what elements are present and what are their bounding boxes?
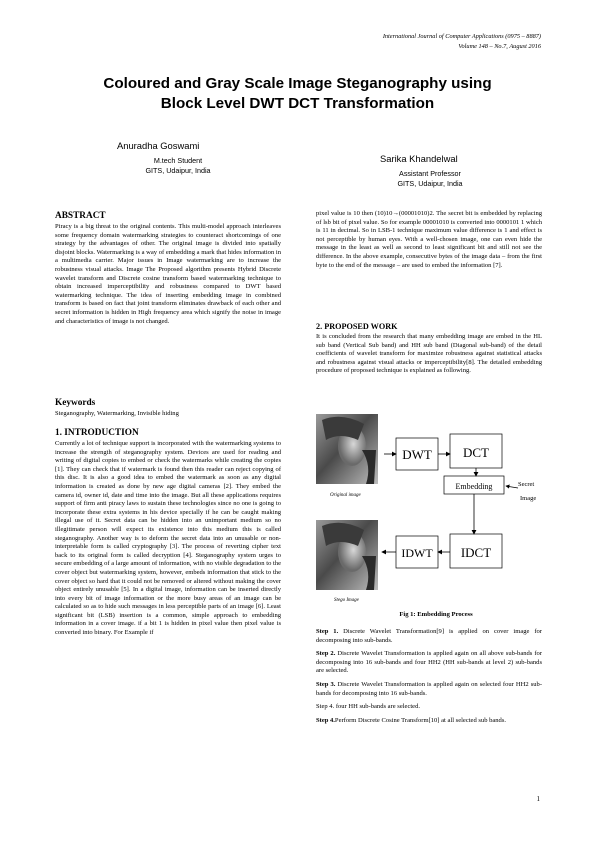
author-2-role: Assistant Professor <box>399 169 461 178</box>
secret-image-label: Image <box>520 495 537 502</box>
abstract-heading: ABSTRACT <box>55 211 106 221</box>
author-1-name: Anuradha Goswami <box>117 140 200 151</box>
lsb-continuation <box>316 210 542 270</box>
step-3-label: Step 3. <box>316 680 336 688</box>
step-5-text: Perform Discrete Cosine Transform[10] at all selected sub bands. <box>334 716 507 724</box>
introduction-text: Currently a lot of technique support is incorporated with the watermarking systems to increase the strength of steganography system. Devices are used for reading and writing of digital copies to embed or check the watermarks while creating the copies [1]. They can check that if watermark is found then this reader can reject copying of this disc. It is also a good idea to embed the watermark as soon as any digital information is created as done by new age digital cameras [2]. They embed the camera id, owner id, date and time into the image. But all these applications requires support of firm anti piracy laws to sustain these technologies since no one is going to incorporate these extra systems in his device specially if he can be caught making illegal use of it. Secret data can be hidden into an unimportant medium so no illegitimate person will expect its existence into this medium this is called steganography. Another way is to deform the secret data into an unusable or non-interpretable form is called cryptography [3]. The process of reverting cipher text back to its original form is called decryption [4]. Steganography system urges to secure embedding of a large amount of information, with no visible degradation to the cover object but watermarking system, however, embeds information that stick to the cover object so hard that it could not be removed or altered without making the cover object entirely unusable [5]. In a digital image, information can be inserted directly into every bit of image information or the more busy areas of an image can be calculated so as to hide such messages in less perceptible parts of an image [6]. Least significant bit (LSB) insertion is a common, simple approach to embedding information in a cover image. if a bit 1 is hidden in pixel value then pixel value is converted into binary. For Example if <box>55 440 281 637</box>
title-line-2: Block Level DWT DCT Transformation <box>160 95 435 112</box>
journal-header <box>383 32 541 52</box>
idct-label: IDCT <box>460 545 492 560</box>
step-3-text: Discrete Wavelet Transformation is applied again on selected four HH2 sub-bands for decomposing into 16 sub-bands. <box>316 680 542 697</box>
introduction-body <box>55 440 281 638</box>
author-2-name: Sarika Khandelwal <box>380 153 458 164</box>
stego-image-label: Stego Image <box>334 598 359 603</box>
steps-list <box>316 628 542 725</box>
embedding-process-figure <box>312 410 552 610</box>
abstract-body <box>55 223 281 326</box>
dct-label: DCT <box>463 445 489 460</box>
original-image-label: Original image <box>330 493 361 498</box>
proposed-work-heading: 2. PROPOSED WORK <box>316 322 398 331</box>
step-1-label: Step 1. <box>316 628 339 635</box>
proposed-work-body <box>316 333 542 376</box>
introduction-heading: 1. INTRODUCTION <box>55 428 139 438</box>
step-4 <box>316 703 542 712</box>
dwt-label: DWT <box>402 447 432 462</box>
step-3 <box>316 681 542 698</box>
author-1-role: M.tech Student <box>153 156 203 165</box>
embedding-label: Embedding <box>455 482 493 491</box>
abstract-text: Piracy is a big threat to the original contents. This multi-model approach interleaves some frequency domain watermarking strategies to counteract shortcomings of one strategy by the advantages of other. The original image is divided into spatially disjoint blocks. Watermarking is a way of embedding a mark that hides information in a multimedia carrier. Major issues in Image watermarking are to increase the robustness visual attacks. Image The Proposed algorithm presents Hybrid Discrete wavelet transform and Discrete cosine transform based watermarking technique to obtain increased imperceptibility and robustness compared to DWT based watermarking technique. The idea of inserting embedding image in combined transform is based on fact that joint transform eliminates drawback of each other and secret information is hidden in High frequency area which signify the noise in image and characteristics of image is not changed. <box>55 223 281 325</box>
secret-label: Secret <box>518 481 535 488</box>
keywords-heading: Keywords <box>55 398 96 408</box>
stego-image-thumbnail <box>316 520 378 590</box>
page-number: 1 <box>536 795 540 803</box>
step-2-label: Step 2. <box>316 650 336 658</box>
title-line-1: Coloured and Gray Scale Image Steganography using <box>103 75 492 92</box>
author-2-affiliation: GITS, Udaipur, India <box>397 179 463 188</box>
journal-volume: Volume 148 – No.7, August 2016 <box>458 43 541 50</box>
lsb-continuation-text: pixel value is 10 then (10)10→(00001010)2. The secret bit is embedded by replacing of lsb bit of pixel value. So for example 00001010 is converted into 0000101 1 which is 11 in decimal. So in LSB-1 technique maximum value difference is 1 and effect is not perceptible by human eyes. With a well-chosen image, one can even hide the message in the least as well as second to least significant bit and still not see the difference. In the above example, consecutive bytes of the image data – from the first byte to the end of the message – are used to embed the information [7]. <box>316 210 542 269</box>
step-1-text: Discrete Wavelet Transformation[9] is applied on cover image for decomposing into sub-bands. <box>316 628 542 644</box>
keywords-body <box>55 410 281 419</box>
step-2 <box>316 650 542 676</box>
step-1 <box>316 628 542 645</box>
paper-title <box>40 74 555 114</box>
proposed-work-text: It is concluded from the research that many embedding image are embed in the HL sub band (Vertical Sub band) and HH sub band (Diagonal sub-band) of the detail coefficients of wavelet transform for maximize robustness against statistical attacks and robustness against visual attacks or imperceptibility[8]. The detailed embedding procedure of proposed technique is explained as following. <box>316 333 542 375</box>
figure-caption: Fig 1: Embedding Process <box>399 611 473 618</box>
original-image-thumbnail <box>316 414 378 484</box>
author-1-affiliation: GITS, Udaipur, India <box>145 166 211 175</box>
step-4-text: four HH sub-bands are selected. <box>334 703 420 711</box>
journal-name: International Journal of Computer Applications (0975 – 8887) <box>382 33 541 40</box>
keywords-text: Steganography, Watermarking, Invisible hiding <box>55 410 179 417</box>
step-5-label: Step 4. <box>316 716 335 724</box>
step-4-label: Step 4. <box>316 703 335 711</box>
idwt-label: IDWT <box>401 546 433 560</box>
step-2-text: Discrete Wavelet Transformation is applied again on all above sub-bands for decomposing into 16 sub-bands and four HH2 (HH sub-bands at level 2) sub-bands are selected. <box>316 650 543 675</box>
step-5 <box>316 717 542 726</box>
